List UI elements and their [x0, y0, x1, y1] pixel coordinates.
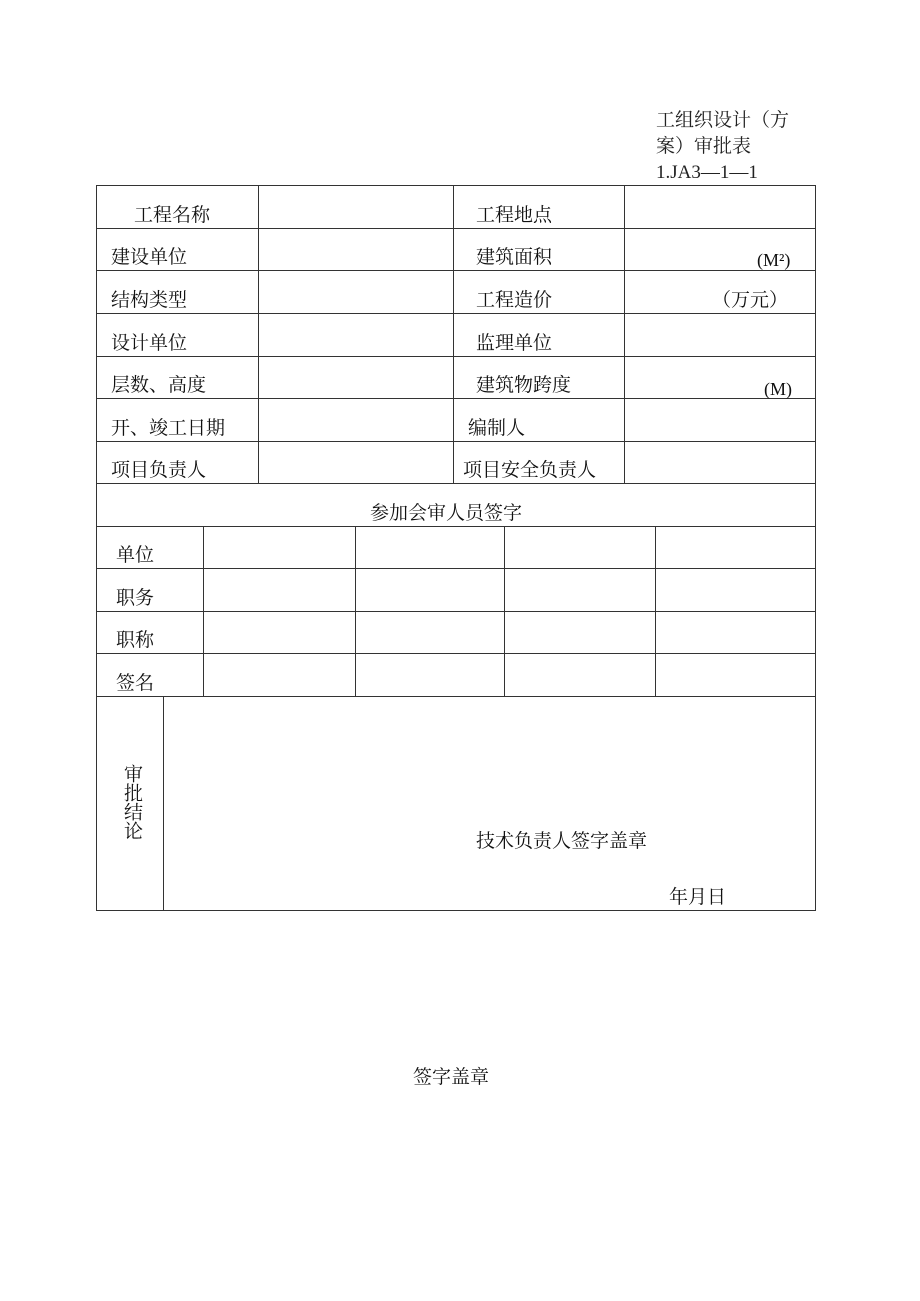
label-compiler: 编制人: [468, 417, 526, 439]
label-project-location: 工程地点: [476, 204, 553, 226]
field-building-area[interactable]: [625, 229, 755, 269]
field-project-manager[interactable]: [259, 442, 452, 482]
reviewer-column-1[interactable]: [204, 527, 354, 695]
label-project-name: 工程名称: [134, 204, 211, 226]
form-header: [656, 108, 816, 186]
conclusion-field[interactable]: [164, 697, 815, 910]
review-section-title: 参加会审人员签字: [370, 502, 523, 524]
field-compiler[interactable]: [625, 399, 815, 440]
unit-span: (M): [764, 379, 792, 399]
form-title-line1: 工组织设计（方: [656, 110, 790, 131]
label-project-manager: 项目负责人: [111, 459, 207, 481]
form-code: 1.JA3—1—1: [656, 162, 758, 183]
field-project-name[interactable]: [259, 186, 452, 227]
tech-lead-signature-label: 技术负责人签字盖章: [476, 830, 648, 852]
label-building-span: 建筑物跨度: [476, 374, 572, 396]
label-project-cost: 工程造价: [476, 289, 553, 311]
label-design-unit: 设计单位: [111, 332, 188, 354]
field-supervision-unit[interactable]: [625, 314, 815, 355]
review-row-position: 职务: [116, 587, 155, 609]
review-row-title: 职称: [116, 629, 155, 651]
reviewer-column-2[interactable]: [356, 527, 503, 695]
reviewer-column-3[interactable]: [505, 527, 654, 695]
field-safety-manager[interactable]: [625, 442, 815, 482]
conclusion-label: 审批结论: [121, 764, 143, 840]
conclusion-date-label: 年月日: [669, 886, 727, 908]
label-building-area: 建筑面积: [476, 246, 553, 268]
label-supervision-unit: 监理单位: [476, 332, 553, 354]
label-structure-type: 结构类型: [111, 289, 188, 311]
unit-cost: （万元）: [712, 289, 789, 311]
field-floors-height[interactable]: [259, 357, 452, 397]
label-safety-manager: 项目安全负责人: [463, 459, 597, 481]
field-building-span[interactable]: [625, 357, 760, 397]
field-structure-type[interactable]: [259, 271, 452, 312]
field-client-unit[interactable]: [259, 229, 452, 269]
label-floors-height: 层数、高度: [111, 374, 207, 396]
field-project-location[interactable]: [625, 186, 815, 227]
field-design-unit[interactable]: [259, 314, 452, 355]
form-title-line2: 案）审批表: [656, 136, 752, 157]
label-client-unit: 建设单位: [111, 246, 188, 268]
review-row-unit: 单位: [116, 544, 155, 566]
field-start-end-date[interactable]: [259, 399, 452, 440]
footer-stamp-label: 签字盖章: [413, 1066, 490, 1088]
reviewer-column-4[interactable]: [656, 527, 815, 695]
unit-area: (M²): [757, 250, 791, 270]
review-row-signature: 签名: [116, 672, 155, 694]
label-start-end-date: 开、竣工日期: [111, 417, 226, 439]
field-project-cost[interactable]: [625, 271, 710, 312]
